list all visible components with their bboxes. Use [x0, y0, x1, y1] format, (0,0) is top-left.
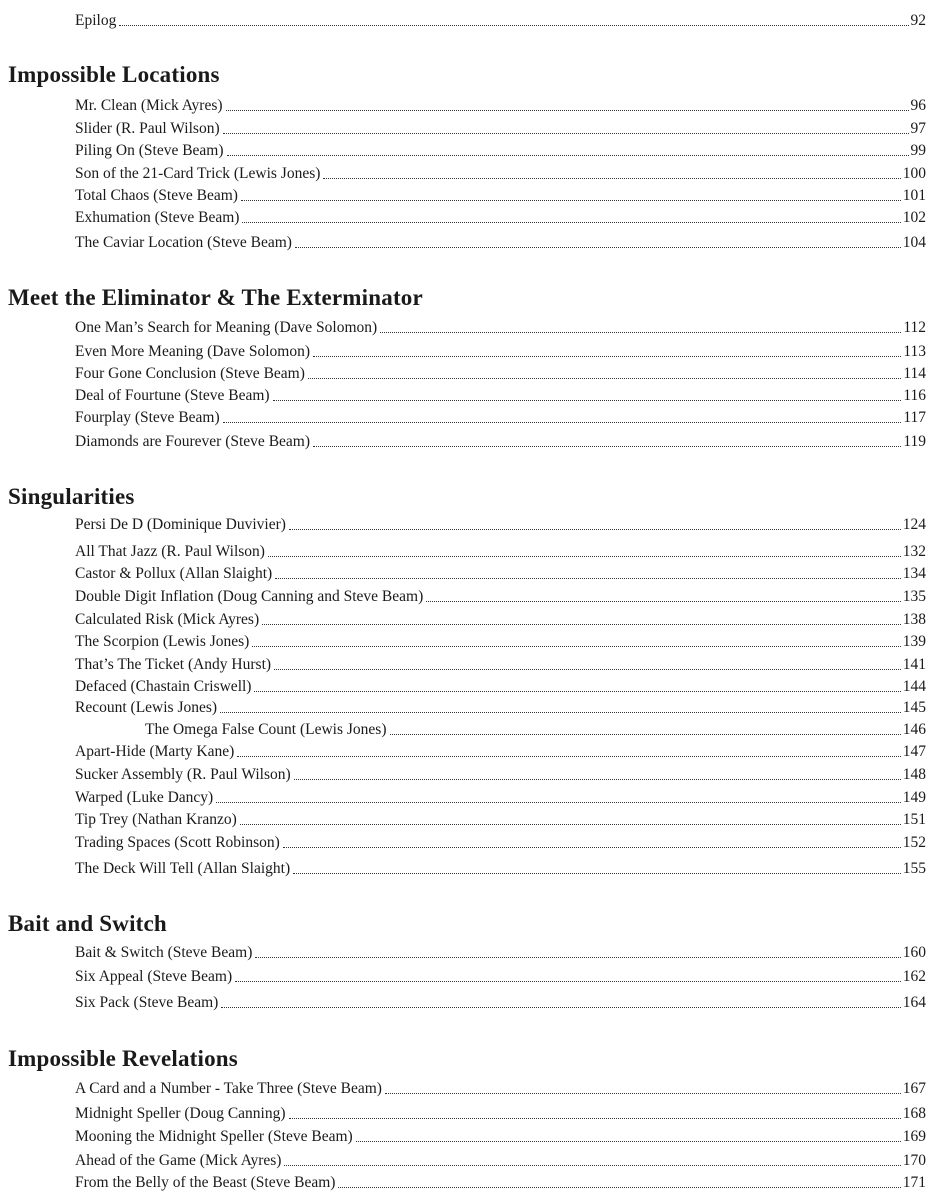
- toc-entry[interactable]: [75, 1079, 926, 1099]
- entry-title: Bait & Switch (Steve Beam): [75, 944, 253, 961]
- toc-entry[interactable]: [75, 698, 926, 718]
- dot-leader: [223, 422, 902, 423]
- dot-leader: [221, 1007, 900, 1008]
- entry-title: Tip Trey (Nathan Kranzo): [75, 811, 237, 828]
- entry-title: Defaced (Chastain Criswell): [75, 678, 252, 695]
- dot-leader: [289, 529, 901, 530]
- entry-page-number: 148: [902, 766, 926, 783]
- entry-title: Trading Spaces (Scott Robinson): [75, 834, 280, 851]
- entry-title: Six Pack (Steve Beam): [75, 994, 219, 1011]
- dot-leader: [240, 824, 901, 825]
- dot-leader: [426, 601, 900, 602]
- entry-page-number: 102: [902, 209, 926, 226]
- dot-leader: [313, 356, 901, 357]
- entry-title: Diamonds are Fourever (Steve Beam): [75, 433, 311, 450]
- toc-entry[interactable]: [75, 1104, 926, 1124]
- entry-title: Warped (Luke Dancy): [75, 789, 214, 806]
- toc-entry[interactable]: [75, 655, 926, 675]
- entry-title: One Man’s Search for Meaning (Dave Solomon): [75, 319, 378, 336]
- entry-title: Total Chaos (Steve Beam): [75, 187, 238, 204]
- entry-page-number: 92: [910, 12, 926, 29]
- entry-page-number: 168: [902, 1105, 926, 1122]
- dot-leader: [284, 1165, 900, 1166]
- toc-entry[interactable]: [75, 542, 926, 562]
- dot-leader: [255, 957, 900, 958]
- entry-title: That’s The Ticket (Andy Hurst): [75, 656, 272, 673]
- entry-page-number: 170: [902, 1152, 926, 1169]
- dot-leader: [235, 981, 901, 982]
- entry-page-number: 117: [903, 409, 926, 426]
- entry-title: The Caviar Location (Steve Beam): [75, 234, 292, 251]
- entry-title: The Scorpion (Lewis Jones): [75, 633, 250, 650]
- dot-leader: [241, 200, 901, 201]
- toc-entry[interactable]: [75, 859, 926, 879]
- dot-leader: [223, 133, 909, 134]
- toc-entry[interactable]: [75, 233, 926, 253]
- dot-leader: [252, 646, 900, 647]
- entry-title: Mr. Clean (Mick Ayres): [75, 97, 223, 114]
- toc-entry[interactable]: [75, 564, 926, 584]
- entry-page-number: 101: [902, 187, 926, 204]
- entry-title: The Omega False Count (Lewis Jones): [145, 721, 387, 738]
- entry-title: The Deck Will Tell (Allan Slaight): [75, 860, 291, 877]
- entry-title: Piling On (Steve Beam): [75, 142, 224, 159]
- entry-page-number: 119: [903, 433, 926, 450]
- toc-entry[interactable]: [75, 810, 926, 830]
- entry-page-number: 155: [902, 860, 926, 877]
- dot-leader: [308, 378, 901, 379]
- dot-leader: [254, 691, 900, 692]
- dot-leader: [273, 400, 902, 401]
- entry-title: Midnight Speller (Doug Canning): [75, 1105, 286, 1122]
- dot-leader: [323, 178, 900, 179]
- dot-leader: [119, 25, 908, 26]
- entry-title: Recount (Lewis Jones): [75, 699, 218, 716]
- entry-page-number: 96: [910, 97, 926, 114]
- entry-page-number: 147: [902, 743, 926, 760]
- entry-title: Calculated Risk (Mick Ayres): [75, 611, 260, 628]
- toc-entry[interactable]: [75, 765, 926, 785]
- dot-leader: [275, 578, 901, 579]
- entry-page-number: 134: [902, 565, 926, 582]
- entry-page-number: 135: [902, 588, 926, 605]
- toc-entry[interactable]: [75, 208, 926, 228]
- section-heading-impossible-revelations: Impossible Revelations: [8, 1046, 238, 1071]
- dot-leader: [385, 1093, 901, 1094]
- entry-title: A Card and a Number - Take Three (Steve Beam): [75, 1080, 382, 1097]
- section-heading-meet-the-eliminator: Meet the Eliminator & The Exterminator: [8, 285, 423, 310]
- toc-entry[interactable]: [75, 432, 926, 452]
- toc-entry[interactable]: [75, 1173, 926, 1193]
- entry-page-number: 152: [902, 834, 926, 851]
- dot-leader: [390, 734, 901, 735]
- entry-title: Apart-Hide (Marty Kane): [75, 743, 235, 760]
- toc-entry[interactable]: [75, 96, 926, 116]
- toc-entry[interactable]: [75, 119, 926, 139]
- toc-entry[interactable]: [75, 943, 926, 963]
- entry-page-number: 144: [902, 678, 926, 695]
- entry-title: Six Appeal (Steve Beam): [75, 968, 233, 985]
- toc-entry[interactable]: [75, 386, 926, 406]
- entry-page-number: 112: [903, 319, 926, 336]
- entry-page-number: 149: [902, 789, 926, 806]
- entry-page-number: 171: [902, 1174, 926, 1191]
- entry-page-number: 113: [903, 343, 926, 360]
- entry-page-number: 104: [902, 234, 926, 251]
- toc-entry[interactable]: [75, 515, 926, 535]
- toc-entry[interactable]: [75, 632, 926, 652]
- entry-page-number: 139: [902, 633, 926, 650]
- dot-leader: [294, 779, 901, 780]
- toc-subentry[interactable]: [145, 720, 926, 740]
- dot-leader: [295, 247, 901, 248]
- toc-entry[interactable]: [75, 408, 926, 428]
- toc-entry[interactable]: [75, 342, 926, 362]
- toc-entry[interactable]: [75, 141, 926, 161]
- dot-leader: [293, 873, 901, 874]
- dot-leader: [220, 712, 901, 713]
- dot-leader: [242, 222, 900, 223]
- entry-title: Epilog: [75, 12, 117, 29]
- entry-page-number: 164: [902, 994, 926, 1011]
- toc-entry-epilog[interactable]: [75, 11, 926, 31]
- dot-leader: [216, 802, 901, 803]
- dot-leader: [283, 847, 901, 848]
- dot-leader: [268, 556, 901, 557]
- toc-entry[interactable]: [75, 993, 926, 1013]
- entry-page-number: 169: [902, 1128, 926, 1145]
- section-heading-impossible-locations: Impossible Locations: [8, 62, 220, 87]
- section-heading-bait-and-switch: Bait and Switch: [8, 911, 167, 936]
- dot-leader: [380, 332, 901, 333]
- dot-leader: [338, 1187, 900, 1188]
- entry-title: Even More Meaning (Dave Solomon): [75, 343, 311, 360]
- entry-title: Castor & Pollux (Allan Slaight): [75, 565, 273, 582]
- entry-title: Deal of Fourtune (Steve Beam): [75, 387, 270, 404]
- entry-title: Sucker Assembly (R. Paul Wilson): [75, 766, 291, 783]
- toc-entry[interactable]: [75, 1127, 926, 1147]
- dot-leader: [237, 756, 901, 757]
- entry-page-number: 132: [902, 543, 926, 560]
- dot-leader: [226, 110, 909, 111]
- entry-page-number: 145: [902, 699, 926, 716]
- section-heading-singularities: Singularities: [8, 484, 135, 509]
- toc-entry[interactable]: [75, 967, 926, 987]
- entry-page-number: 99: [910, 142, 926, 159]
- toc-entry[interactable]: [75, 186, 926, 206]
- entry-title: Double Digit Inflation (Doug Canning and Steve Beam): [75, 588, 424, 605]
- entry-title: All That Jazz (R. Paul Wilson): [75, 543, 265, 560]
- toc-entry[interactable]: [75, 318, 926, 338]
- toc-entry[interactable]: [75, 677, 926, 697]
- dot-leader: [274, 669, 901, 670]
- toc-entry[interactable]: [75, 1151, 926, 1171]
- entry-page-number: 167: [902, 1080, 926, 1097]
- dot-leader: [313, 446, 901, 447]
- entry-page-number: 114: [903, 365, 926, 382]
- toc-entry[interactable]: [75, 742, 926, 762]
- toc-entry[interactable]: [75, 364, 926, 384]
- entry-title: Ahead of the Game (Mick Ayres): [75, 1152, 282, 1169]
- dot-leader: [356, 1141, 901, 1142]
- entry-title: Mooning the Midnight Speller (Steve Beam): [75, 1128, 353, 1145]
- toc-entry[interactable]: [75, 833, 926, 853]
- dot-leader: [289, 1118, 901, 1119]
- entry-page-number: 97: [910, 120, 926, 137]
- dot-leader: [227, 155, 909, 156]
- toc-entry[interactable]: [75, 610, 926, 630]
- entry-page-number: 124: [902, 516, 926, 533]
- entry-page-number: 100: [902, 165, 926, 182]
- entry-page-number: 160: [902, 944, 926, 961]
- entry-title: Persi De D (Dominique Duvivier): [75, 516, 286, 533]
- entry-page-number: 138: [902, 611, 926, 628]
- entry-title: Slider (R. Paul Wilson): [75, 120, 220, 137]
- dot-leader: [262, 624, 901, 625]
- entry-page-number: 146: [902, 721, 926, 738]
- entry-title: Son of the 21-Card Trick (Lewis Jones): [75, 165, 321, 182]
- entry-page-number: 151: [902, 811, 926, 828]
- entry-title: From the Belly of the Beast (Steve Beam): [75, 1174, 336, 1191]
- toc-entry[interactable]: [75, 788, 926, 808]
- toc-entry[interactable]: [75, 164, 926, 184]
- entry-title: Exhumation (Steve Beam): [75, 209, 240, 226]
- entry-title: Four Gone Conclusion (Steve Beam): [75, 365, 305, 382]
- toc-entry[interactable]: [75, 587, 926, 607]
- entry-page-number: 141: [902, 656, 926, 673]
- entry-page-number: 162: [902, 968, 926, 985]
- entry-page-number: 116: [903, 387, 926, 404]
- entry-title: Fourplay (Steve Beam): [75, 409, 220, 426]
